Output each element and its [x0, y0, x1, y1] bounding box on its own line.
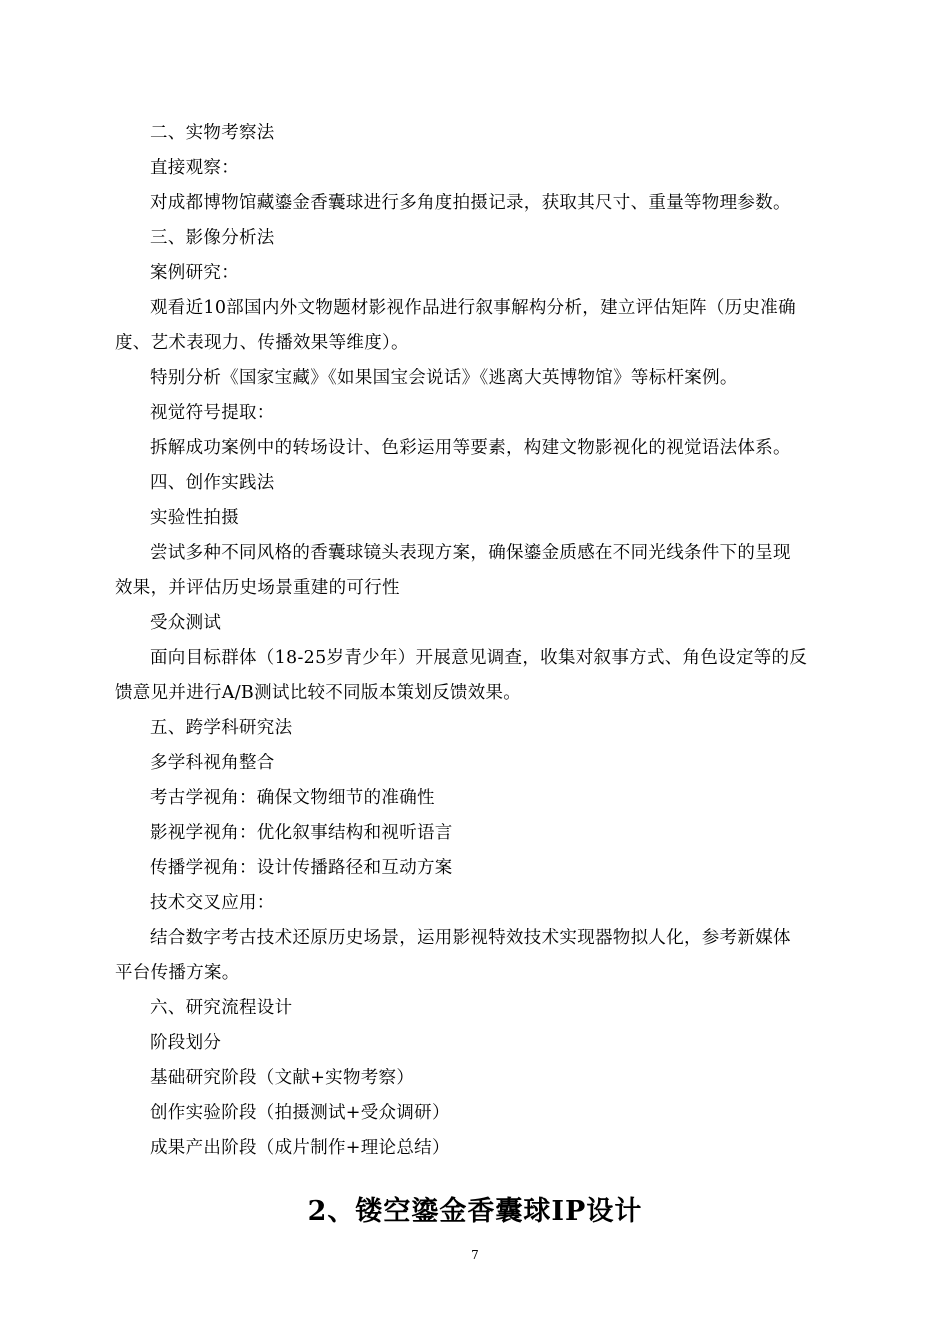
- section-heading-physical-investigation: 二、实物考察法: [150, 123, 275, 143]
- paragraph-line: 观看近10部国内外文物题材影视作品进行叙事解构分析，建立评估矩阵（历史准确: [150, 298, 796, 318]
- section-heading-image-analysis: 三、影像分析法: [150, 228, 275, 248]
- section-heading-creative-practice: 四、创作实践法: [150, 473, 275, 493]
- list-item: 创作实验阶段（拍摄测试+受众调研）: [150, 1103, 450, 1123]
- paragraph-line: 对成都博物馆藏鎏金香囊球进行多角度拍摄记录，获取其尺寸、重量等物理参数。: [150, 193, 791, 213]
- subheading-audience-test: 受众测试: [150, 613, 222, 633]
- subheading-technical-application: 技术交叉应用：: [150, 893, 275, 913]
- subheading-multidisciplinary: 多学科视角整合: [150, 753, 275, 773]
- paragraph-line: 拆解成功案例中的转场设计、色彩运用等要素，构建文物影视化的视觉语法体系。: [150, 438, 791, 458]
- list-item: 影视学视角：优化叙事结构和视听语言: [150, 823, 453, 843]
- paragraph-line: 平台传播方案。: [115, 963, 240, 983]
- list-item: 基础研究阶段（文献+实物考察）: [150, 1068, 415, 1088]
- section-heading-research-process: 六、研究流程设计: [150, 998, 293, 1018]
- chapter-heading: 2、镂空鎏金香囊球IP设计: [307, 1196, 643, 1227]
- subheading-case-study: 案例研究：: [150, 263, 239, 283]
- subheading-phases: 阶段划分: [150, 1033, 222, 1053]
- page-number: 7: [471, 1248, 479, 1262]
- paragraph-line: 馈意见并进行A/B测试比较不同版本策划反馈效果。: [115, 683, 522, 703]
- subheading-experimental-shooting: 实验性拍摄: [150, 508, 239, 528]
- paragraph-line: 度、艺术表现力、传播效果等维度）。: [115, 333, 409, 353]
- subheading-direct-observation: 直接观察：: [150, 158, 239, 178]
- list-item: 成果产出阶段（成片制作+理论总结）: [150, 1138, 450, 1158]
- paragraph-line: 面向目标群体（18-25岁青少年）开展意见调查，收集对叙事方式、角色设定等的反: [150, 648, 808, 668]
- paragraph-line: 尝试多种不同风格的香囊球镜头表现方案，确保鎏金质感在不同光线条件下的呈现: [150, 543, 791, 563]
- section-heading-interdisciplinary: 五、跨学科研究法: [150, 718, 293, 738]
- paragraph-line: 效果，并评估历史场景重建的可行性: [115, 578, 400, 598]
- list-item: 考古学视角：确保文物细节的准确性: [150, 788, 435, 808]
- subheading-visual-symbol: 视觉符号提取：: [150, 403, 275, 423]
- list-item: 传播学视角：设计传播路径和互动方案: [150, 858, 453, 878]
- paragraph-line: 结合数字考古技术还原历史场景，运用影视特效技术实现器物拟人化，参考新媒体: [150, 928, 791, 948]
- paragraph-line: 特别分析《国家宝藏》《如果国宝会说话》《逃离大英博物馆》等标杆案例。: [150, 368, 738, 388]
